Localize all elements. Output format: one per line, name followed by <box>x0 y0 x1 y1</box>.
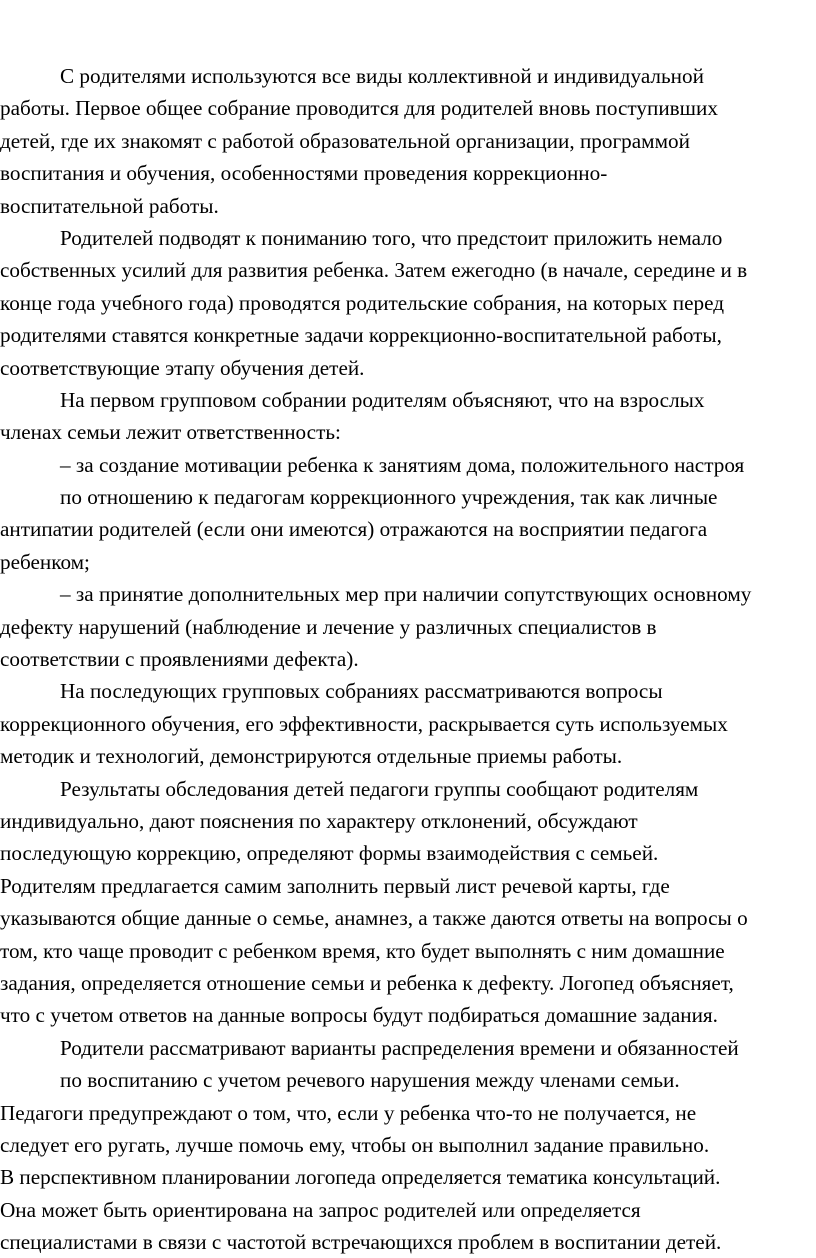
text-line: родителями ставятся конкретные задачи коррекционно-воспитательной работы, <box>0 323 722 348</box>
text-line: что с учетом ответов на данные вопросы будут подбираться домашние задания. <box>0 1003 718 1028</box>
paragraph-5 <box>0 773 816 1032</box>
paragraph-2 <box>0 222 816 384</box>
paragraph-6 <box>0 1032 816 1258</box>
text-line: дефекту нарушений (наблюдение и лечение у различных специалистов в <box>0 614 657 639</box>
text-line: Родителей подводят к пониманию того, что предстоит приложить немало <box>60 225 723 250</box>
text-line: собственных усилий для развития ребенка. Затем ежегодно (в начале, середине и в <box>0 258 748 283</box>
text-line: Педагоги предупреждают о том, что, если у ребенка что-то не получается, не <box>0 1100 697 1125</box>
text-line: том, кто чаще проводит с ребенком время, кто будет выполнять с ним домашние <box>0 938 725 963</box>
text-line: по воспитанию с учетом речевого нарушения между членами семьи. <box>60 1068 680 1093</box>
text-line: На первом групповом собрании родителям объясняют, что на взрослых <box>60 387 705 412</box>
text-line: методик и технологий, демонстрируются отдельные приемы работы. <box>0 744 623 769</box>
text-line: Результаты обследования детей педагоги группы сообщают родителям <box>60 776 699 801</box>
list-item-1 <box>0 449 816 579</box>
text-line: коррекционного обучения, его эффективности, раскрывается суть используемых <box>0 711 728 736</box>
text-line: – за создание мотивации ребенка к занятиям дома, положительного настроя <box>60 452 745 477</box>
text-line: воспитания и обучения, особенностями проведения коррекционно- <box>0 161 608 186</box>
text-line: – за принятие дополнительных мер при наличии сопутствующих основному <box>60 582 752 607</box>
paragraph-3 <box>0 384 816 449</box>
text-line: последующую коррекцию, определяют формы взаимодействия с семьей. <box>0 841 659 866</box>
text-line: соответствующие этапу обучения детей. <box>0 355 365 380</box>
document-body <box>0 60 816 1258</box>
text-line: С родителями используются все виды коллективной и индивидуальной <box>60 64 704 88</box>
text-line: Родителям предлагается самим заполнить первый лист речевой карты, где <box>0 873 670 898</box>
text-line: задания, определяется отношение семьи и ребенка к дефекту. Логопед объясняет, <box>0 970 734 995</box>
text-line: по отношению к педагогам коррекционного учреждения, так как личные <box>60 485 718 510</box>
text-line: Родители рассматривают варианты распределения времени и обязанностей <box>60 1035 739 1060</box>
text-line: На последующих групповых собраниях рассматриваются вопросы <box>60 679 663 704</box>
text-line: указываются общие данные о семье, анамнез, а также даются ответы на вопросы о <box>0 906 748 931</box>
text-line: соответствии с проявлениями дефекта). <box>0 647 359 672</box>
text-line: специалистами в связи с частотой встречающихся проблем в воспитании детей. <box>0 1230 722 1255</box>
text-line: индивидуально, дают пояснения по характеру отклонений, обсуждают <box>0 808 638 833</box>
text-line: антипатии родителей (если они имеются) отражаются на восприятии педагога <box>0 517 708 542</box>
text-line: детей, где их знакомят с работой образовательной организации, программой <box>0 128 690 153</box>
text-line: ребенком; <box>0 549 90 574</box>
text-line: членах семьи лежит ответственность: <box>0 420 341 445</box>
text-line: Она может быть ориентирована на запрос родителей или определяется <box>0 1197 641 1222</box>
text-line: следует его ругать, лучше помочь ему, чтобы он выполнил задание правильно. <box>0 1132 710 1157</box>
list-item-2 <box>0 578 816 675</box>
paragraph-4 <box>0 675 816 772</box>
text-line: В перспективном планировании логопеда определяется тематика консультаций. <box>0 1165 721 1190</box>
text-line: воспитательной работы. <box>0 193 219 218</box>
text-line: конце года учебного года) проводятся родительские собрания, на которых перед <box>0 290 725 315</box>
text-line: работы. Первое общее собрание проводится для родителей вновь поступивших <box>0 96 718 121</box>
paragraph-1 <box>0 60 816 222</box>
